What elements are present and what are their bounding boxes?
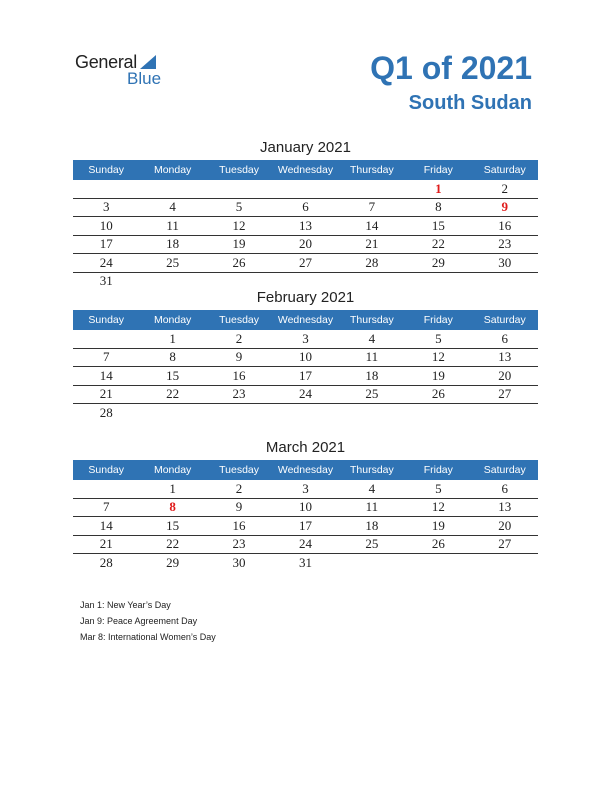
- logo-triangle-icon: [140, 55, 156, 69]
- empty-day-cell: [339, 404, 405, 422]
- day-cell: 20: [472, 517, 538, 536]
- day-cell: 4: [339, 480, 405, 498]
- day-cell: 29: [166, 554, 180, 570]
- day-cell: 18: [339, 517, 405, 536]
- empty-day-cell: [472, 554, 538, 572]
- day-cell: 21: [73, 385, 139, 404]
- empty-day-cell: [139, 180, 205, 198]
- weekday-header: Monday: [139, 310, 205, 330]
- month-calendar-march: [73, 437, 538, 572]
- holiday-day-cell: 1: [405, 180, 471, 198]
- day-cell: 18: [339, 367, 405, 386]
- day-cell: 18: [139, 235, 205, 254]
- day-cell: 27: [272, 254, 338, 273]
- holiday-notes: [80, 597, 216, 645]
- day-cell: 25: [139, 254, 205, 273]
- weekday-header-row: [73, 310, 538, 330]
- empty-day-cell: [73, 180, 139, 198]
- day-cell: 19: [405, 367, 471, 386]
- week-row: [73, 535, 538, 554]
- day-cell: 14: [73, 517, 139, 536]
- holiday-note: Mar 8: International Women’s Day: [80, 632, 216, 642]
- day-cell: 3: [272, 480, 338, 498]
- empty-day-cell: [206, 180, 272, 198]
- week-row: [73, 385, 538, 404]
- day-cell: 22: [405, 235, 471, 254]
- day-cell: 6: [272, 198, 338, 217]
- week-row: [73, 517, 538, 536]
- day-cell: 26: [405, 385, 471, 404]
- day-cell: 11: [139, 217, 205, 236]
- weekday-header: Sunday: [73, 310, 139, 330]
- day-cell: 31: [99, 273, 113, 289]
- week-row: [73, 254, 538, 273]
- holiday-day-cell: 8: [139, 498, 205, 517]
- day-cell: 30: [232, 554, 246, 570]
- week-row: [73, 367, 538, 386]
- empty-day-cell: [73, 480, 139, 498]
- day-cell: 11: [339, 498, 405, 517]
- holiday-note: Jan 1: New Year’s Day: [80, 600, 171, 610]
- weekday-header: Saturday: [472, 310, 538, 330]
- empty-day-cell: [339, 180, 405, 198]
- day-cell: 13: [272, 217, 338, 236]
- country-subtitle: South Sudan: [408, 92, 532, 114]
- empty-day-cell: [139, 404, 205, 422]
- month-title: February 2021: [256, 289, 355, 306]
- empty-day-cell: [405, 554, 471, 572]
- day-cell: 10: [73, 217, 139, 236]
- weekday-header-row: [73, 460, 538, 480]
- week-row: [73, 348, 538, 367]
- day-cell: 15: [405, 217, 471, 236]
- day-cell: 16: [472, 217, 538, 236]
- day-cell: 9: [206, 498, 272, 517]
- day-cell: 27: [472, 385, 538, 404]
- day-cell: 28: [339, 254, 405, 273]
- day-cell: 14: [339, 217, 405, 236]
- day-cell: 16: [206, 367, 272, 386]
- day-cell: 14: [73, 367, 139, 386]
- day-cell: 25: [339, 535, 405, 554]
- day-cell: 17: [73, 235, 139, 254]
- month-title: March 2021: [265, 439, 346, 456]
- day-cell: 28: [99, 554, 113, 570]
- day-cell: 28: [99, 404, 113, 420]
- day-cell: 5: [405, 330, 471, 348]
- weekday-header-row: [73, 160, 538, 180]
- calendar-table: [73, 160, 538, 290]
- day-cell: 2: [472, 180, 538, 198]
- day-cell: 16: [206, 517, 272, 536]
- weekday-header: Saturday: [472, 160, 538, 180]
- week-row: [73, 180, 538, 198]
- day-cell: 22: [139, 385, 205, 404]
- day-cell: 7: [73, 498, 139, 517]
- month-title: January 2021: [260, 139, 351, 156]
- day-cell: 6: [472, 480, 538, 498]
- day-cell: 26: [405, 535, 471, 554]
- empty-day-cell: [206, 404, 272, 422]
- day-cell: 3: [272, 330, 338, 348]
- week-row: [73, 198, 538, 217]
- day-cell: 7: [339, 198, 405, 217]
- day-cell: 13: [472, 348, 538, 367]
- day-cell: 5: [405, 480, 471, 498]
- weekday-header: Sunday: [73, 460, 139, 480]
- day-cell: 4: [339, 330, 405, 348]
- month-calendar-january: [73, 137, 538, 290]
- day-cell: 5: [206, 198, 272, 217]
- day-cell: 8: [405, 198, 471, 217]
- day-cell: 22: [139, 535, 205, 554]
- weekday-header: Tuesday: [206, 460, 272, 480]
- weekday-header: Friday: [405, 310, 471, 330]
- day-cell: 12: [405, 348, 471, 367]
- day-cell: 20: [472, 367, 538, 386]
- empty-day-cell: [472, 404, 538, 422]
- day-cell: 15: [139, 517, 205, 536]
- empty-day-cell: [272, 404, 338, 422]
- empty-day-cell: [405, 404, 471, 422]
- day-cell: 21: [339, 235, 405, 254]
- calendar-table: [73, 310, 538, 422]
- day-cell: 10: [272, 348, 338, 367]
- day-cell: 24: [272, 385, 338, 404]
- day-cell: 12: [405, 498, 471, 517]
- holiday-day-cell: 9: [472, 198, 538, 217]
- weekday-header: Tuesday: [206, 310, 272, 330]
- week-row: [73, 235, 538, 254]
- day-cell: 25: [339, 385, 405, 404]
- day-cell: 13: [472, 498, 538, 517]
- week-row: [73, 480, 538, 498]
- weekday-header: Monday: [139, 460, 205, 480]
- weekday-header: Thursday: [339, 160, 405, 180]
- week-row: [73, 498, 538, 517]
- weekday-header: Friday: [405, 460, 471, 480]
- day-cell: 9: [206, 348, 272, 367]
- weekday-header: Tuesday: [206, 160, 272, 180]
- calendar-table: [73, 460, 538, 572]
- week-row: [73, 330, 538, 348]
- day-cell: 7: [73, 348, 139, 367]
- day-cell: 15: [139, 367, 205, 386]
- day-cell: 6: [472, 330, 538, 348]
- day-cell: 17: [272, 517, 338, 536]
- month-calendar-february: [73, 287, 538, 422]
- day-cell: 24: [272, 535, 338, 554]
- weekday-header: Saturday: [472, 460, 538, 480]
- weekday-header: Monday: [139, 160, 205, 180]
- day-cell: 8: [139, 348, 205, 367]
- day-cell: 19: [405, 517, 471, 536]
- day-cell: 23: [206, 385, 272, 404]
- logo-text-general: General: [75, 52, 137, 72]
- day-cell: 21: [73, 535, 139, 554]
- day-cell: 2: [206, 480, 272, 498]
- weekday-header: Wednesday: [272, 460, 338, 480]
- page-title: Q1 of 2021: [370, 50, 532, 86]
- day-cell: 11: [339, 348, 405, 367]
- day-cell: 2: [206, 330, 272, 348]
- day-cell: 30: [472, 254, 538, 273]
- day-cell: 23: [472, 235, 538, 254]
- day-cell: 4: [139, 198, 205, 217]
- weekday-header: Thursday: [339, 460, 405, 480]
- day-cell: 23: [206, 535, 272, 554]
- logo-text-blue: Blue: [127, 69, 162, 88]
- weekday-header: Wednesday: [272, 310, 338, 330]
- weekday-header: Sunday: [73, 160, 139, 180]
- empty-day-cell: [339, 554, 405, 572]
- week-row: [73, 554, 538, 572]
- week-row: [73, 404, 538, 422]
- day-cell: 17: [272, 367, 338, 386]
- day-cell: 24: [73, 254, 139, 273]
- day-cell: 12: [206, 217, 272, 236]
- weekday-header: Friday: [405, 160, 471, 180]
- weekday-header: Thursday: [339, 310, 405, 330]
- week-row: [73, 217, 538, 236]
- holiday-note: Jan 9: Peace Agreement Day: [80, 616, 198, 626]
- day-cell: 19: [206, 235, 272, 254]
- day-cell: 10: [272, 498, 338, 517]
- weekday-header: Wednesday: [272, 160, 338, 180]
- day-cell: 20: [272, 235, 338, 254]
- day-cell: 1: [139, 330, 205, 348]
- empty-day-cell: [73, 330, 139, 348]
- day-cell: 1: [139, 480, 205, 498]
- day-cell: 27: [472, 535, 538, 554]
- day-cell: 29: [405, 254, 471, 273]
- generalblue-logo: [75, 52, 185, 90]
- day-cell: 26: [206, 254, 272, 273]
- day-cell: 3: [73, 198, 139, 217]
- empty-day-cell: [272, 180, 338, 198]
- day-cell: 31: [298, 554, 312, 570]
